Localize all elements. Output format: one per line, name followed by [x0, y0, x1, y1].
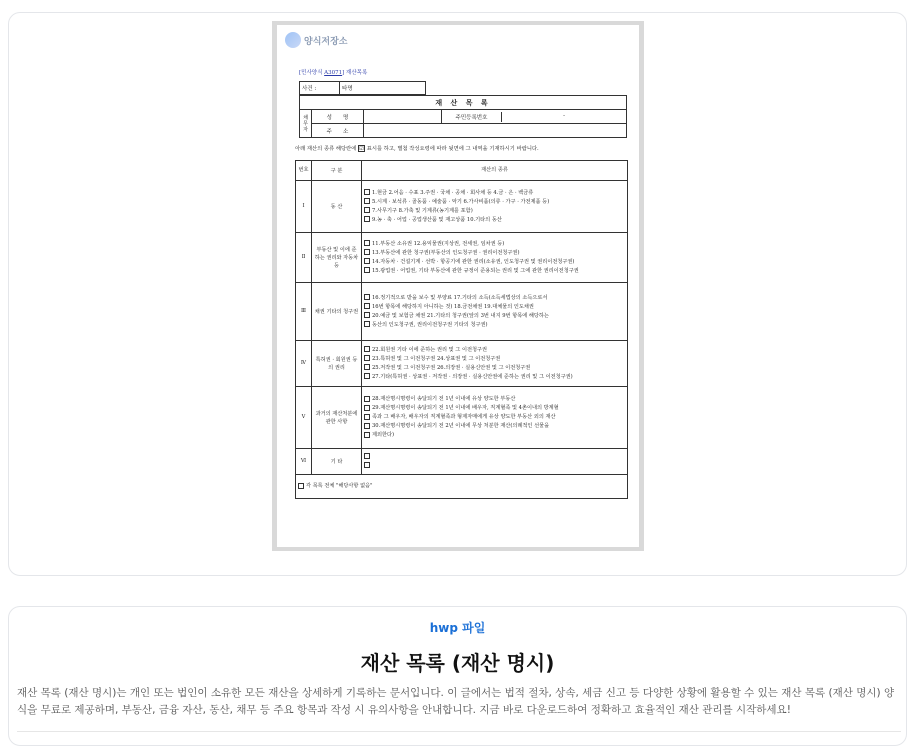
checkbox-icon: [364, 373, 370, 379]
checkbox-icon: [364, 453, 370, 459]
asset-item-text: 30.재산명시명령이 송달되기 전 2년 이내에 무상 처분한 재산(의례적인 선물을: [372, 423, 550, 429]
asset-item: [364, 373, 625, 382]
checkbox-icon: [364, 364, 370, 370]
logo-icon: [285, 32, 301, 48]
divider: [17, 731, 901, 732]
id-label: 주민등록번호: [442, 112, 502, 122]
row-number: Ⅳ: [296, 341, 312, 387]
document-title: 재 산 목 록: [300, 96, 627, 110]
asset-row: [296, 449, 628, 475]
checkbox-icon: [364, 462, 370, 468]
row-number: Ⅱ: [296, 233, 312, 283]
debtor-label: 채 무 자: [300, 110, 312, 138]
asset-item-text: 9.농 · 축 · 어업 · 공업생산품 및 재고상품 10.기타의 동산: [372, 216, 502, 223]
asset-item: [364, 198, 625, 207]
asset-item-text: 22.회원권 기타 이에 준하는 권리 및 그 이전청구권: [372, 346, 488, 353]
page-title: 재산 목록 (재산 명시): [360, 651, 555, 675]
form-code: A3071: [324, 70, 343, 76]
asset-table: [295, 160, 628, 499]
asset-row: [296, 283, 628, 341]
asset-item: [364, 267, 625, 276]
asset-item: [364, 207, 625, 216]
col-no-header: 번호: [296, 161, 312, 181]
row-number: Ⅲ: [296, 283, 312, 341]
asset-item-text: 20.예금 및 보험금 채권 21.기타의 청구권(앞의 3번 내지 9번 항목에 해당하는: [372, 312, 549, 319]
checkbox-icon: [364, 396, 370, 402]
case-value: 타명: [340, 82, 426, 95]
asset-item-text: 23.특허권 및 그 이전청구권 24.상표권 및 그 이전청구권: [372, 355, 501, 362]
form-label: [민사양식 A3071] 재산목록: [299, 70, 368, 76]
asset-item-text: 25.저작권 및 그 이전청구권 26.의장권 · 실용신안권 및 그 이전청구권: [372, 364, 531, 371]
asset-item-text: 동산의 인도청구권, 권리이전청구권 기타의 청구권): [372, 321, 488, 328]
name-value: [364, 110, 442, 124]
asset-item: [364, 422, 625, 431]
case-table: [299, 81, 426, 95]
asset-row: [296, 181, 628, 233]
checkbox-icon: [364, 240, 370, 246]
asset-row: [296, 233, 628, 283]
logo-text: 양식저장소: [304, 36, 348, 47]
asset-row: [296, 387, 628, 449]
row-items: [362, 181, 628, 233]
asset-item: [364, 189, 625, 198]
checkbox-icon: [298, 483, 304, 489]
asset-item: [364, 364, 625, 373]
row-category: 부동산 및 이에 준하는 권리와 자동차 등: [312, 233, 362, 283]
file-type-label: hwp 파일: [429, 621, 486, 635]
checkbox-icon: [364, 258, 370, 264]
debtor-table: [299, 95, 627, 138]
asset-item-text: 1.현금 2.어음 · 수표 3.주권 · 국채 · 공채 · 회사채 등 4.금 · 은 · 백금류: [372, 189, 534, 196]
checkbox-icon: [364, 198, 370, 204]
row-items: [362, 449, 628, 475]
asset-item-text: 27.기타(특허권 · 상표권 · 저작권 · 의장권 · 실용신안권에 준하는 권리 및 그 이전청구권): [372, 373, 573, 380]
row-items: [362, 341, 628, 387]
document-preview[interactable]: [272, 21, 644, 551]
no-asset-row: 각 목록 전체 "해당사항 없음": [296, 475, 628, 499]
col-category-header: 구 분: [312, 161, 362, 181]
col-kind-header: 재산의 종류: [362, 161, 628, 181]
checkbox-icon: [364, 189, 370, 195]
asset-item: [364, 312, 625, 321]
id-value: -: [563, 112, 565, 119]
asset-item: [364, 355, 625, 364]
address-label: 주 소: [312, 124, 364, 138]
row-number: Ⅰ: [296, 181, 312, 233]
case-label: 사건 :: [300, 82, 340, 95]
asset-item-text: 15.광업권 · 어업권, 기타 부동산에 관한 규정이 준용되는 권리 및 그에 관한 권리이전청구권: [372, 267, 579, 274]
asset-item: [364, 453, 625, 462]
asset-item-text: 13.부동산에 관한 청구권(부동산의 인도청구권 · 권리이전청구권): [372, 249, 520, 256]
asset-item: [364, 240, 625, 249]
row-category: 과거의 재산처분에 관한 사항: [312, 387, 362, 449]
asset-item-text: 족과 그 배우자, 배우자의 직계혈족과 형제자매에게 유상 양도한 부동산 외의 재산: [372, 414, 556, 420]
asset-item-text: 11.부동산 소유권 12.용익물권(지상권, 전세권, 임차권 등): [372, 240, 505, 247]
checkbox-icon: [364, 414, 370, 420]
asset-item: [364, 321, 625, 330]
checkbox-icon: [364, 423, 370, 429]
asset-item-text: 5.시계 · 보석류 · 골동품 · 예술품 · 악기 6.가사비품(의류 · 가구 · 가전제품 등): [372, 198, 550, 205]
asset-row: [296, 341, 628, 387]
row-category: 채권 기타의 청구권: [312, 283, 362, 341]
checkbox-icon: [364, 405, 370, 411]
asset-item: [364, 462, 625, 471]
asset-item: [364, 395, 625, 404]
asset-item-text: 제외한다): [372, 432, 395, 438]
instruction-note: 아래 재산의 종류 해당란에 ☑ 표시를 하고, 별첨 작성요령에 따라 뒷면에 그 내역을 기재하시기 바랍니다.: [295, 146, 539, 152]
asset-item: [364, 404, 625, 413]
row-category: 특허권 · 회원권 등의 권리: [312, 341, 362, 387]
preview-card: [8, 12, 907, 576]
checkbox-icon: [364, 312, 370, 318]
row-category: 기 타: [312, 449, 362, 475]
address-value: [364, 124, 627, 138]
row-category: 동 산: [312, 181, 362, 233]
checkbox-icon: [364, 355, 370, 361]
asset-item-text: 16번 항목에 해당하지 아니하는 것) 18.금전채권 19.대체물의 인도채권: [372, 303, 534, 310]
row-items: [362, 387, 628, 449]
asset-item: [364, 303, 625, 312]
row-number: Ⅴ: [296, 387, 312, 449]
site-logo: [285, 32, 347, 48]
row-items: [362, 233, 628, 283]
asset-item: [364, 258, 625, 267]
document-page: [277, 25, 639, 547]
checkbox-icon: [364, 303, 370, 309]
asset-item-text: 7.사무기구 8.가축 및 기계류(농기계를 포함): [372, 207, 473, 214]
asset-item-text: 16.정기적으로 받을 보수 및 부양료 17.기타의 소득(소득세법상의 소득으로서: [372, 294, 548, 301]
asset-item-text: 29.재산명시명령이 송달되기 전 1년 이내에 배우자, 직계혈족 및 4촌이내의 방계혈: [372, 405, 559, 411]
checkbox-icon: [364, 207, 370, 213]
info-card: [8, 606, 907, 746]
checkbox-icon: [364, 346, 370, 352]
checkbox-icon: [364, 321, 370, 327]
asset-item: [364, 413, 625, 422]
checkbox-icon: [364, 432, 370, 438]
asset-item: [364, 249, 625, 258]
checkbox-icon: [364, 249, 370, 255]
asset-item: [364, 294, 625, 303]
row-items: [362, 283, 628, 341]
checkbox-icon: [364, 216, 370, 222]
checkbox-icon: [364, 294, 370, 300]
checkbox-icon: [364, 267, 370, 273]
name-label: 성 명: [312, 110, 364, 124]
asset-item-text: 28.재산명시명령이 송달되기 전 1년 이내에 유상 양도한 부동산: [372, 396, 516, 402]
check-icon: ☑: [359, 146, 364, 152]
asset-item: [364, 216, 625, 225]
asset-item: [364, 346, 625, 355]
description-text: 재산 목록 (재산 명시)는 개인 또는 법인이 소유한 모든 재산을 상세하게 기록하는 문서입니다. 이 글에서는 법적 절차, 상속, 세금 신고 등 다양한 상황에 활용할 수 있는 재산 목록 (재산 명시) 양식을 무료로 제공하며, 부동산, 금융 자산, 동산, 채무 등 주요 항목과 작성 시 유의사항을 안내합니다. 지금 바로 다운로드하여 정확하고 효율적인 재산 관리를 시작하세요!: [17, 687, 895, 716]
row-number: Ⅵ: [296, 449, 312, 475]
asset-item-text: 14.자동차 · 건설기계 · 선박 · 항공기에 관한 권리(소유권, 인도청구권 및 권리이전청구권): [372, 258, 575, 265]
asset-item: [364, 431, 625, 440]
